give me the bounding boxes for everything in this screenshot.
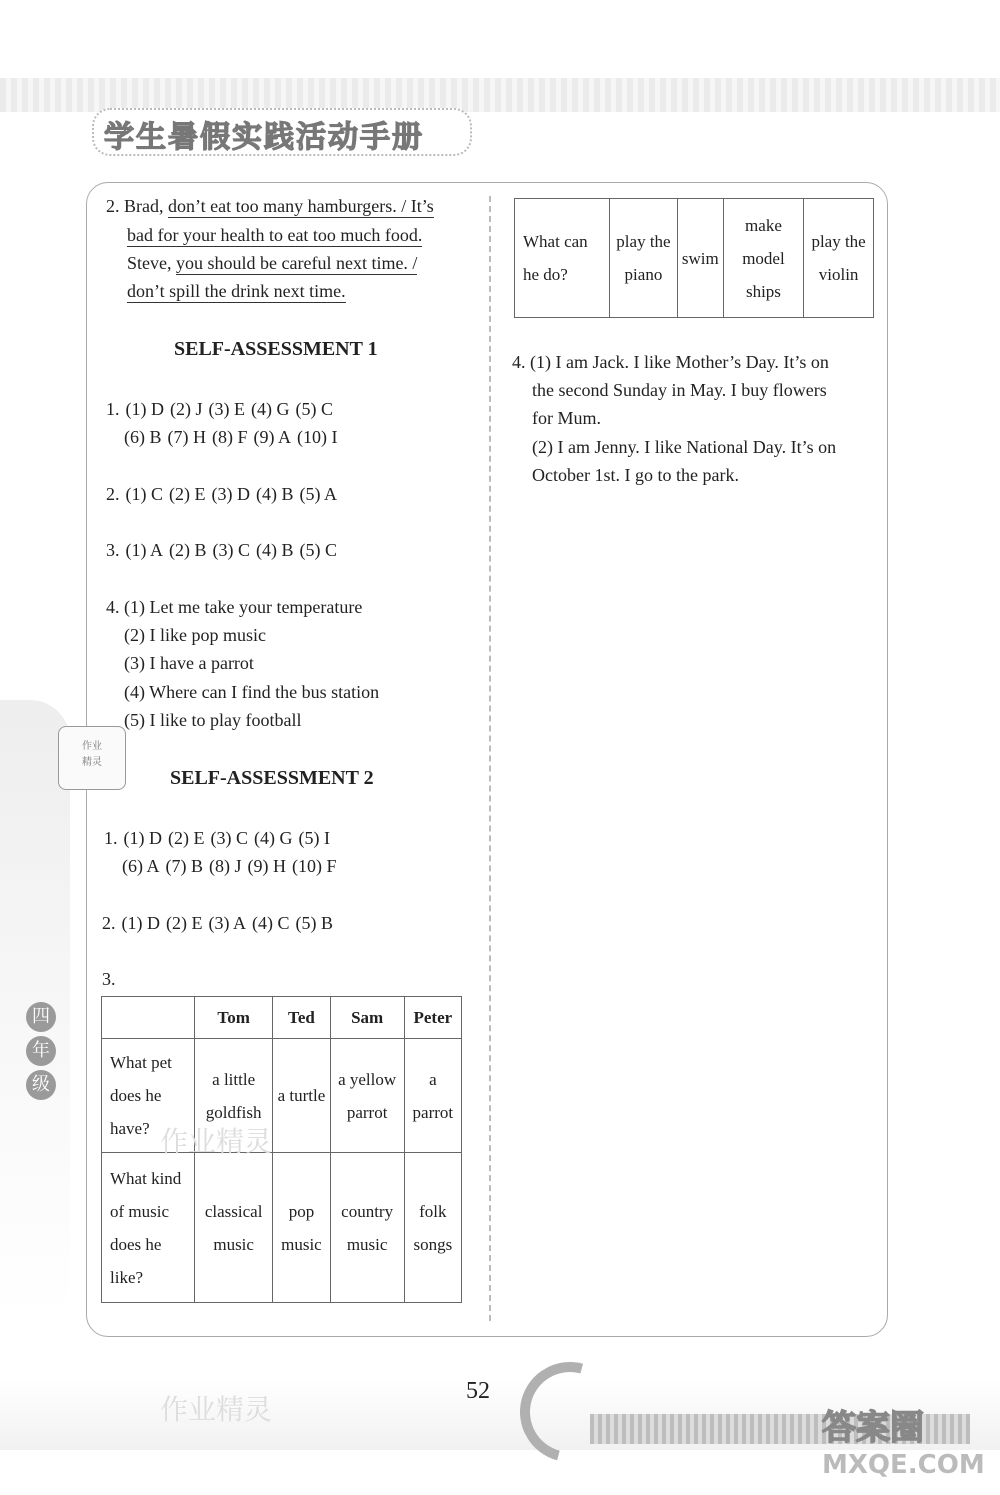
stamp-logo: [58, 726, 126, 790]
answer-item: (2) E: [169, 484, 206, 504]
section-heading: SELF-ASSESSMENT 2: [170, 767, 374, 789]
table-cell: play the violin: [804, 199, 874, 318]
answer-line: (3) I have a parrot: [124, 653, 254, 673]
stamp-line: 精灵: [82, 757, 102, 768]
table-header: Tom: [195, 997, 273, 1039]
answer-item: (2) E: [166, 913, 203, 933]
answer-item: 1.: [106, 399, 120, 419]
answer-item: (1) D: [121, 913, 160, 933]
answer-item: (5) C: [295, 399, 333, 419]
answer-line: [127, 225, 422, 246]
line-prefix: 2. Brad,: [106, 196, 168, 216]
table-cell: a little goldfish: [195, 1039, 273, 1153]
answer-item: (2) J: [170, 399, 203, 419]
table-cell: What kind of music does he like?: [102, 1153, 195, 1303]
watermark-url: MXQE.COM: [822, 1450, 985, 1480]
answer-item: (1) D: [125, 399, 164, 419]
answer-item: (5) C: [299, 540, 337, 560]
answer-item: (4) G: [250, 399, 290, 419]
answer-item: (6) A: [122, 856, 160, 876]
answer-item: (2) E: [168, 828, 205, 848]
answer-item: (4) B: [256, 540, 294, 560]
answer-line: (5) I like to play football: [124, 710, 302, 730]
header-title: 学生暑假实践活动手册: [104, 120, 424, 155]
answer-line: [124, 427, 343, 448]
answer-item: (6) B: [124, 427, 162, 447]
faint-watermark-text: 作业精灵: [160, 1125, 273, 1158]
table-row: [102, 1039, 462, 1153]
question-number: 3.: [102, 969, 116, 989]
answer-line: 4. (1) I am Jack. I like Mother’s Day. It’s on: [512, 352, 829, 372]
answer-line: [106, 196, 434, 217]
answer-item: (3) A: [208, 913, 246, 933]
answer-line: [102, 913, 339, 934]
watermark-logo: 答案圈: [822, 1408, 924, 1448]
table-cell: country music: [330, 1153, 404, 1303]
wave-decoration: [502, 1344, 639, 1481]
answer-item: (10) F: [292, 856, 337, 876]
answer-item: (5) B: [295, 913, 333, 933]
table-row: [102, 1153, 462, 1303]
answer-item: (4) C: [251, 913, 290, 933]
answer-line: (4) Where can I find the bus station: [124, 682, 380, 702]
table-row: [515, 199, 874, 318]
table-cell: a parrot: [404, 1039, 461, 1153]
pets-music-table: [101, 996, 462, 1303]
answer-item: (10) I: [297, 427, 338, 447]
answer-line: [127, 253, 417, 274]
table-cell: pop music: [273, 1153, 330, 1303]
answer-line: 4. (1) Let me take your temperature: [106, 597, 363, 617]
answer-line: [106, 484, 343, 505]
section-heading: SELF-ASSESSMENT 1: [174, 338, 378, 360]
answer-item: (4) B: [255, 484, 294, 504]
answer-line: [106, 399, 339, 420]
answer-line: [122, 856, 343, 877]
table-cell: classical music: [195, 1153, 273, 1303]
answer-line: (2) I like pop music: [124, 625, 266, 645]
table-cell: play the piano: [610, 199, 678, 318]
abilities-table: [514, 198, 874, 318]
answer-item: (9) H: [247, 856, 286, 876]
answer-item: (3) E: [208, 399, 245, 419]
answer-item: (8) F: [212, 427, 248, 447]
answer-item: 1.: [104, 828, 118, 848]
table-cell: make model ships: [723, 199, 803, 318]
table-header: [102, 997, 195, 1039]
answer-line: [106, 540, 343, 561]
grade-badge: 四: [26, 1002, 56, 1032]
table-cell: What can he do?: [515, 199, 610, 318]
answer-item: (5) I: [298, 828, 330, 848]
grade-badge: 年: [26, 1036, 56, 1066]
answer-line: (2) I am Jenny. I like National Day. It’s on: [532, 437, 837, 457]
answer-line: for Mum.: [532, 408, 601, 428]
header-band: [0, 78, 1000, 112]
line-prefix: Steve,: [127, 253, 176, 273]
answer-line: October 1st. I go to the park.: [532, 465, 739, 485]
column-divider: [489, 196, 491, 1321]
answer-item: 2.: [102, 913, 116, 933]
grade-badge: 级: [26, 1070, 56, 1100]
answer-item: (3) C: [212, 540, 250, 560]
answer-item: 3.: [106, 540, 120, 560]
answer-item: (7) B: [165, 856, 203, 876]
answer-item: (5) A: [299, 484, 337, 504]
answer-item: (7) H: [167, 427, 206, 447]
underlined-answer: don’t spill the drink next time.: [127, 281, 346, 301]
answer-item: 2.: [106, 484, 120, 504]
table-header: Sam: [330, 997, 404, 1039]
table-header: Peter: [404, 997, 461, 1039]
table-cell: swim: [677, 199, 723, 318]
table-cell: a turtle: [273, 1039, 330, 1153]
table-cell: a yellow parrot: [330, 1039, 404, 1153]
page-number: 52: [466, 1378, 490, 1404]
answer-line: the second Sunday in May. I buy flowers: [532, 380, 827, 400]
answer-item: (2) B: [169, 540, 207, 560]
stamp-line: 作业: [82, 741, 102, 752]
table-cell: What pet does he have?: [102, 1039, 195, 1153]
table-header: Ted: [273, 997, 330, 1039]
answer-item: (3) D: [211, 484, 250, 504]
answer-item: (1) D: [123, 828, 162, 848]
answer-item: (4) G: [253, 828, 293, 848]
underlined-answer: you should be careful next time. /: [176, 253, 418, 273]
underlined-answer: bad for your health to eat too much food.: [127, 225, 423, 245]
answer-line: [104, 828, 336, 849]
answer-item: (1) C: [125, 484, 163, 504]
answer-item: (1) A: [125, 540, 163, 560]
answer-item: (3) C: [210, 828, 248, 848]
table-header-row: [102, 997, 462, 1039]
underlined-answer: don’t eat too many hamburgers. / It’s: [168, 196, 434, 216]
answer-item: (9) A: [253, 427, 291, 447]
faint-watermark-text: 作业精灵: [160, 1393, 273, 1426]
answer-item: (8) J: [209, 856, 242, 876]
table-cell: folk songs: [404, 1153, 461, 1303]
answer-line: [127, 281, 346, 302]
